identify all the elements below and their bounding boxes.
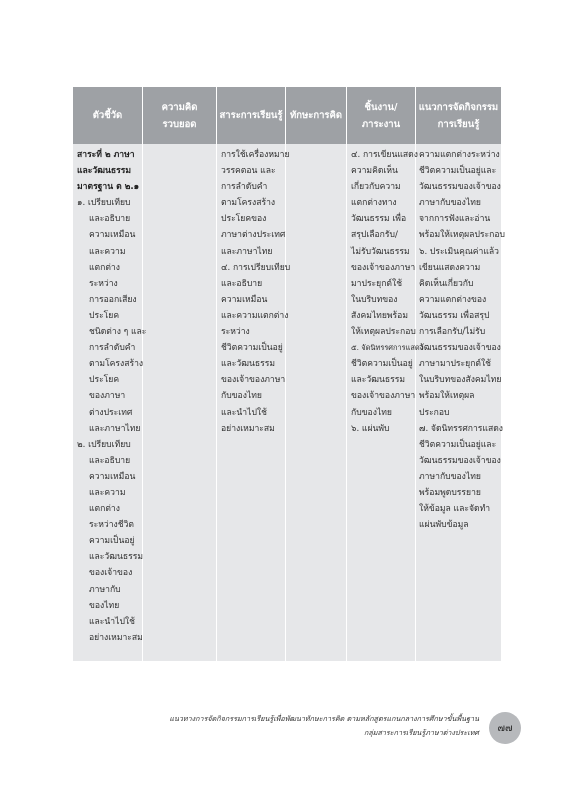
content-line: กับของไทย xyxy=(221,391,262,402)
work-line: และวัฒนธรรม xyxy=(351,375,406,386)
indicator-line: ภาษากับ xyxy=(89,584,121,595)
work-line: ๔. การเขียนแสดง xyxy=(351,150,418,160)
activity-line: ภาษากับของไทย xyxy=(419,198,481,209)
header-thinking-skills: ทักษะการคิด xyxy=(289,110,343,121)
indicator-line: และวัฒนธรรม xyxy=(89,552,144,563)
content-column xyxy=(221,147,290,437)
activity-line: วัฒนธรรมของเจ้าของ xyxy=(419,455,501,466)
indicator-line: ของภาษา xyxy=(89,391,126,402)
indicator-line: และภาษาไทย xyxy=(89,423,141,434)
work-column xyxy=(351,147,423,437)
header-activities: แนวการจัดกิจกรรม การเรียนรู้ xyxy=(418,101,499,130)
indicator-line: ความเหมือน xyxy=(89,471,136,482)
header-content: สาระการเรียนรู้ xyxy=(219,110,283,121)
work-line: ของเจ้าของภาษา xyxy=(351,391,416,402)
footer-subject: กลุ่มสาระการเรียนรู้ภาษาต่างประเทศ xyxy=(364,728,479,737)
indicators-column xyxy=(77,147,146,646)
activity-line: ภาษามาประยุกต์ใช้ xyxy=(419,359,492,370)
indicator-line: การลำดับคำ xyxy=(89,343,136,354)
content-line: ตามโครงสร้าง xyxy=(221,198,276,209)
content-line: ระหว่าง xyxy=(221,327,250,338)
indicator-line: ต่างประเทศ xyxy=(89,407,133,418)
content-line: การใช้เครื่องหมาย xyxy=(221,150,290,160)
indicator-line: ระหว่าง xyxy=(89,278,118,289)
content-line: ชีวิตความเป็นอยู่ xyxy=(221,343,283,354)
column-divider xyxy=(216,87,217,661)
page-number-badge xyxy=(489,712,521,744)
content-line: และวัฒนธรรม xyxy=(221,359,276,370)
activity-line: ในบริบทของสังคมไทย xyxy=(419,375,502,386)
indicator-line: ตามโครงสร้าง xyxy=(89,359,144,370)
indicator-line: แตกต่าง xyxy=(89,262,120,273)
work-line: มาประยุกต์ใช้ xyxy=(351,278,403,289)
activity-line: จากการฟังและอ่าน xyxy=(419,214,491,225)
content-line: และอธิบาย xyxy=(221,278,263,289)
standard-code: มาตรฐาน ต ๒.๑ xyxy=(77,182,140,193)
indicator-line: ประโยค xyxy=(89,310,120,321)
content-line: ประโยคของ xyxy=(221,214,267,225)
table-header xyxy=(73,87,501,144)
work-line: ๕. จัดนิทรรศการแสดง xyxy=(351,343,424,353)
work-line: ให้เหตุผลประกอบ xyxy=(351,327,416,338)
activity-line: ชีวิตความเป็นอยู่และ xyxy=(419,166,497,177)
content-line: และภาษาไทย xyxy=(221,246,273,257)
activity-line: แผ่นพับข้อมูล xyxy=(419,520,469,531)
indicator-line: และอธิบาย xyxy=(89,455,131,466)
content-line: และความแตกต่าง xyxy=(221,310,289,321)
work-line: ในบริบทของ xyxy=(351,294,398,305)
footer-book-title: แนวทางการจัดกิจกรรมการเรียนรู้เพื่อพัฒนาทักษะการคิด ตามหลักสูตรแกนกลางการศึกษาขั้นพื้นฐาน xyxy=(169,714,479,723)
indicator-line: ของไทย xyxy=(89,600,120,611)
indicator-line: และความ xyxy=(89,246,126,257)
strand-title: และวัฒนธรรม xyxy=(77,166,132,177)
column-divider xyxy=(346,87,347,661)
indicator-line: อย่างเหมาะสม xyxy=(89,632,143,643)
curriculum-table xyxy=(73,87,505,661)
content-line: ๔. การเปรียบเทียบ xyxy=(221,262,291,273)
content-line: อย่างเหมาะสม xyxy=(221,423,275,434)
work-line: สรุปเลือกรับ/ xyxy=(351,230,398,241)
work-line: เกี่ยวกับความ xyxy=(351,182,401,193)
activity-line: ประกอบ xyxy=(419,407,450,418)
work-line: ความคิดเห็น xyxy=(351,166,398,177)
activity-line: เขียนแสดงความ xyxy=(419,262,481,273)
content-line: ภาษาต่างประเทศ xyxy=(221,230,286,241)
activity-line: ภาษากับของไทย xyxy=(419,471,481,482)
content-line: และนำไปใช้ xyxy=(221,407,267,418)
indicator-line: และความ xyxy=(89,487,126,498)
activity-line: ความแตกต่างระหว่าง xyxy=(419,150,500,160)
activity-line: ๗. จัดนิทรรศการแสดง xyxy=(419,423,503,434)
activity-line: ความแตกต่างของ xyxy=(419,294,487,305)
indicator-line: ๑. เปรียบเทียบ xyxy=(77,198,131,209)
activity-line: วัฒนธรรมของเจ้าของ xyxy=(419,343,501,354)
activity-line: วัฒนธรรม เพื่อสรุป xyxy=(419,310,490,321)
indicator-line: ความเหมือน xyxy=(89,230,136,241)
work-line: สังคมไทยพร้อม xyxy=(351,310,408,321)
content-line: การลำดับคำ xyxy=(221,182,268,193)
activity-line: พร้อมให้เหตุผล xyxy=(419,391,475,402)
work-line: ของเจ้าของภาษา xyxy=(351,262,416,273)
activity-line: พร้อมให้เหตุผลประกอบ xyxy=(419,230,505,241)
activities-column xyxy=(419,147,505,533)
indicator-line: แตกต่าง xyxy=(89,504,120,515)
activity-line: ชีวิตความเป็นอยู่และ xyxy=(419,439,497,450)
header-work: ชิ้นงาน/ ภาระงาน xyxy=(361,101,401,130)
indicator-line: ประโยค xyxy=(89,375,120,386)
indicator-line: ความเป็นอยู่ xyxy=(89,536,135,547)
work-line: วัฒนธรรม เพื่อ xyxy=(351,214,407,225)
indicator-line: ของเจ้าของ xyxy=(89,568,133,579)
activity-line: การเลือกรับ/ไม่รับ xyxy=(419,327,486,338)
work-line: ชีวิตความเป็นอยู่ xyxy=(351,359,413,370)
page-number: ๗๗ xyxy=(497,722,513,734)
indicator-line: ๒. เปรียบเทียบ xyxy=(77,439,131,450)
indicator-line: และนำไปใช้ xyxy=(89,616,135,627)
indicator-line: ระหว่างชีวิต xyxy=(89,520,134,531)
indicator-line: ชนิดต่าง ๆ และ xyxy=(89,327,147,338)
indicator-line: การออกเสียง xyxy=(89,294,137,305)
activity-line: วัฒนธรรมของเจ้าของ xyxy=(419,182,501,193)
activity-line: คิดเห็นเกี่ยวกับ xyxy=(419,278,474,289)
work-line: กับของไทย xyxy=(351,407,392,418)
activity-line: ให้ข้อมูล และจัดทำ xyxy=(419,504,491,515)
content-line: วรรคตอน และ xyxy=(221,166,276,177)
work-line: ๖. แผ่นพับ xyxy=(351,423,390,434)
indicator-line: และอธิบาย xyxy=(89,214,131,225)
work-line: แตกต่างทาง xyxy=(351,198,397,209)
work-line: ไม่รับวัฒนธรรม xyxy=(351,246,410,257)
activity-line: พร้อมพูดบรรยาย xyxy=(419,487,481,498)
content-line: ความเหมือน xyxy=(221,294,268,305)
strand-title: สาระที่ ๒ ภาษา xyxy=(77,150,135,160)
header-concept: ความคิด รวบยอด xyxy=(161,101,198,130)
content-line: ของเจ้าของภาษา xyxy=(221,375,286,386)
activity-line: ๖. ประเมินคุณค่าแล้ว xyxy=(419,246,500,257)
page-footer xyxy=(169,712,479,740)
header-indicators: ตัวชี้วัด xyxy=(92,110,123,121)
